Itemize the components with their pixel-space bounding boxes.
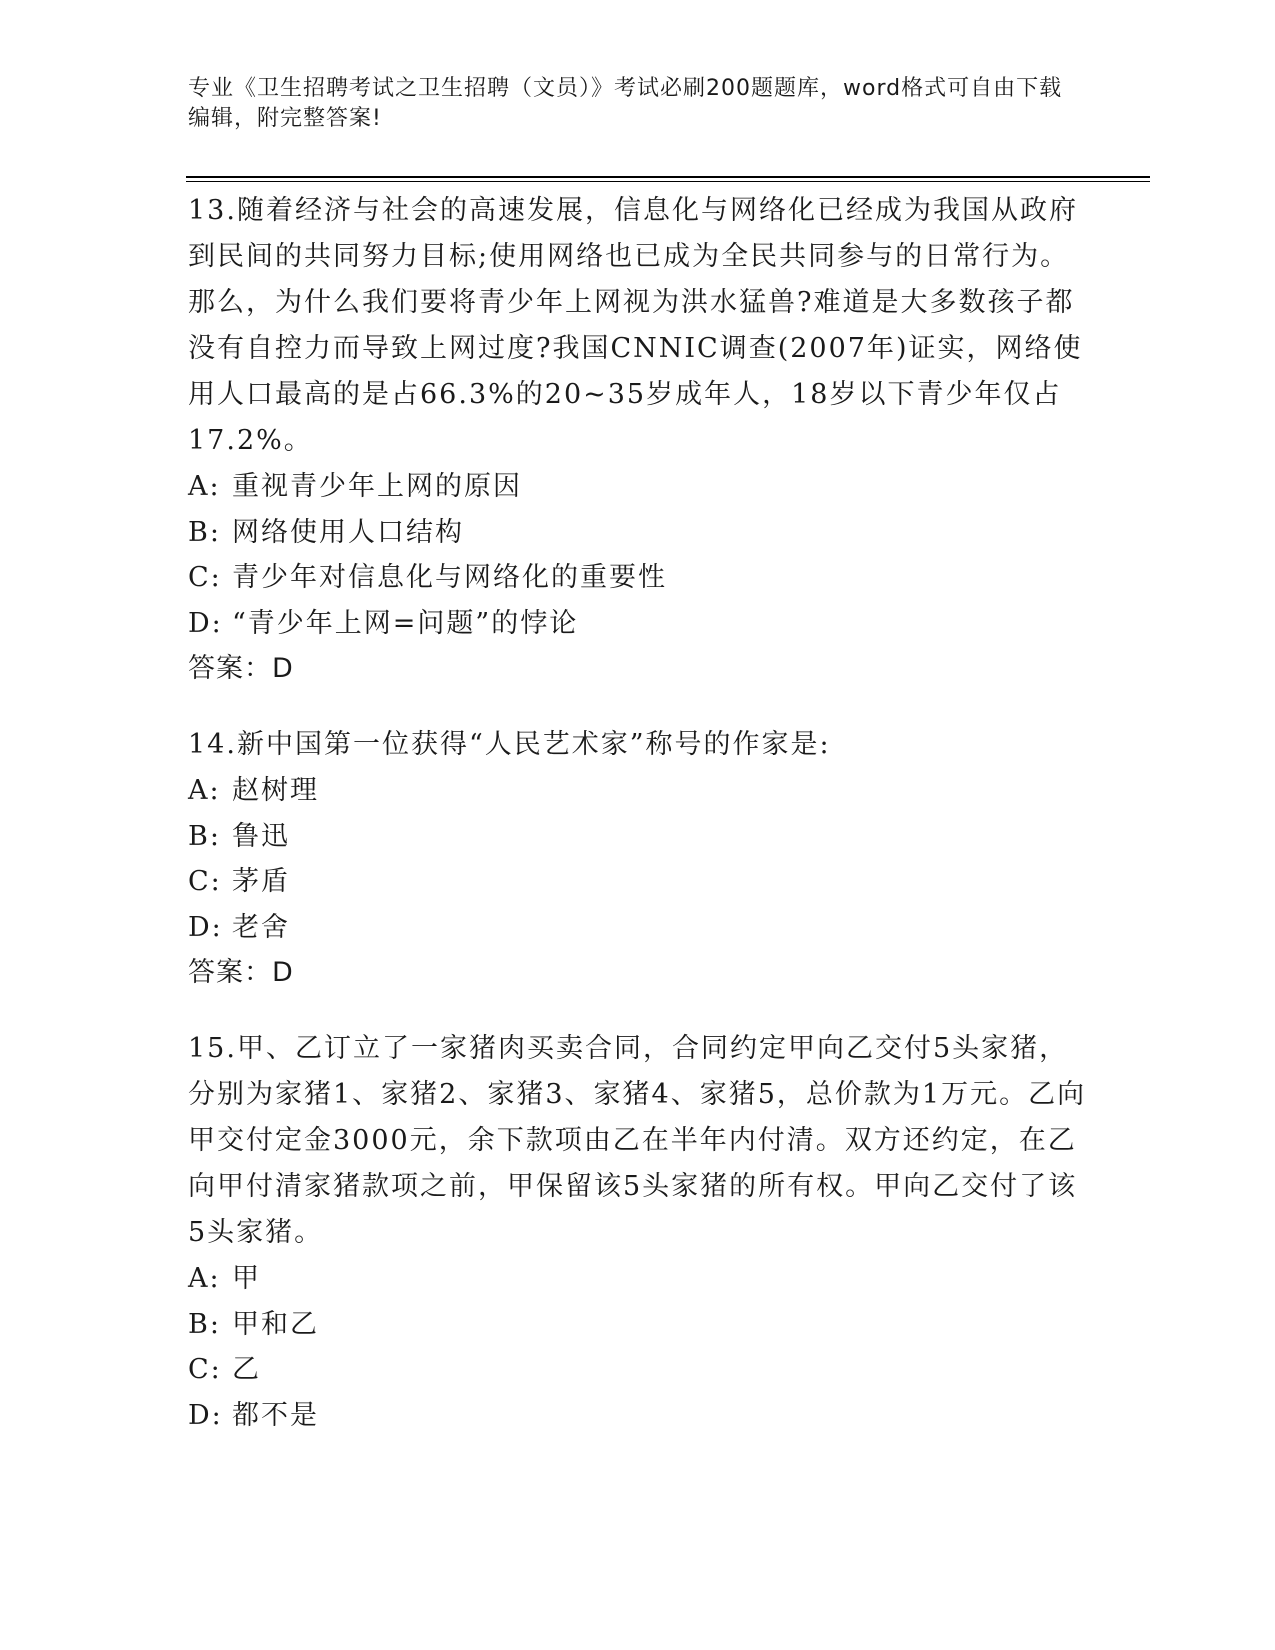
option-d: [188, 601, 1088, 647]
option-text: 茅盾: [232, 866, 290, 897]
option-a: [188, 1256, 1088, 1302]
option-text: 重视青少年上网的原因: [232, 471, 522, 502]
option-label: D:: [188, 911, 223, 943]
option-label: B:: [188, 820, 221, 852]
option-a: [188, 464, 1088, 510]
option-label: C:: [188, 866, 222, 897]
option-d: [188, 1393, 1088, 1439]
option-b: [188, 1302, 1088, 1348]
option-text: 甲: [232, 1263, 261, 1294]
document-header: 专业《卫生招聘考试之卫生招聘（文员）》考试必刷200题题库，word格式可自由下载编辑，附完整答案!: [188, 76, 1063, 131]
answer-line: 答案：D: [188, 653, 294, 684]
option-label: A:: [188, 1263, 221, 1294]
option-d: [188, 905, 1088, 951]
option-text: 都不是: [232, 1399, 319, 1431]
option-a: [188, 768, 1088, 814]
question-list: [188, 188, 1088, 1462]
option-label: D:: [188, 1399, 223, 1431]
header-divider-thin: [186, 181, 1150, 182]
option-c: [188, 1347, 1088, 1393]
option-b: [188, 510, 1088, 556]
option-label: B:: [188, 1308, 221, 1340]
option-label: A:: [188, 471, 221, 502]
option-label: A:: [188, 775, 221, 806]
option-text: 鲁迅: [232, 820, 290, 852]
option-text: 乙: [232, 1354, 261, 1385]
option-c: [188, 555, 1088, 601]
question-15: [188, 1026, 1088, 1438]
header-divider-thick: [186, 176, 1150, 178]
option-text: 赵树理: [232, 775, 319, 806]
option-text: 老舍: [232, 911, 290, 943]
question-stem: 14.新中国第一位获得“人民艺术家”称号的作家是:: [188, 729, 831, 760]
option-c: [188, 859, 1088, 905]
answer-line: 答案：D: [188, 957, 294, 988]
option-text: “青少年上网=问题”的悖论: [232, 607, 579, 639]
option-text: 青少年对信息化与网络化的重要性: [232, 562, 667, 593]
option-text: 甲和乙: [232, 1308, 319, 1340]
question-stem: 13.随着经济与社会的高速发展，信息化与网络化已经成为我国从政府到民间的共同努力目标;使用网络也已成为全民共同参与的日常行为。那么，为什么我们要将青少年上网视为洪水猛兽?难道是大多数孩子都没有自控力而导致上网过度?我国CNNIC调查(2007年)证实，网络使用人口最高的是占66.3%的20~35岁成年人，18岁以下青少年仅占17.2%。: [188, 195, 1083, 456]
option-text: 网络使用人口结构: [232, 516, 464, 548]
option-label: B:: [188, 516, 221, 548]
option-b: [188, 814, 1088, 860]
question-stem: 15.甲、乙订立了一家猪肉买卖合同，合同约定甲向乙交付5头家猪，分别为家猪1、家猪2、家猪3、家猪4、家猪5，总价款为1万元。乙向甲交付定金3000元，余下款项由乙在半年内付清。双方还约定，在乙向甲付清家猪款项之前，甲保留该5头家猪的所有权。甲向乙交付了该5头家猪。: [188, 1033, 1087, 1248]
option-label: C:: [188, 562, 222, 593]
option-label: C:: [188, 1354, 222, 1385]
option-label: D:: [188, 607, 223, 639]
question-13: [188, 188, 1088, 692]
question-14: [188, 722, 1088, 996]
